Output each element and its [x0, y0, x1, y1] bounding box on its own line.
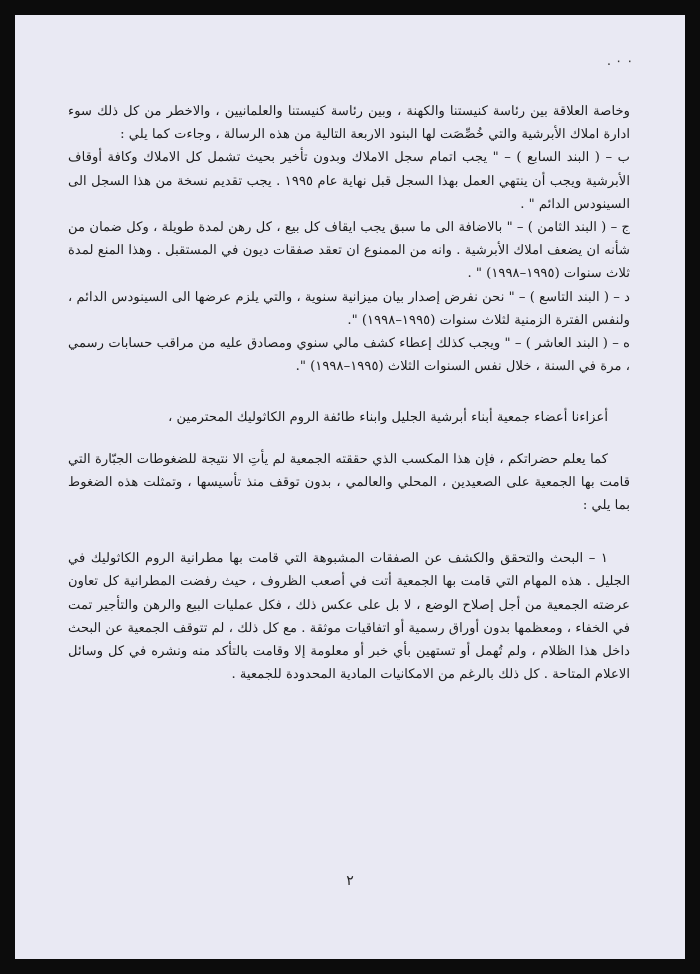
clause-ten: ه – ( البند العاشر ) – " ويجب كذلك إعطاء كشف مالي سنوي ومصادق عليه من مراقب حسابات رسمي ، مرة في السنة ، خلال نفس السنوات الثلاث (١٩٩٥–١٩٩٨) ".: [68, 336, 630, 375]
intro-paragraph: وخاصة العلاقة بين رئاسة كنيستنا والكهنة ، وبين رئاسة كنيستنا والعلمانيين ، والاخطر من كل ذلك سوء ادارة املاك الأبرشية والتي خُصِّصَت لها البنود الاربعة التالية من هذه الرسالة ، وجاءت كما يلي :: [68, 104, 630, 143]
salutation: أعزاءنا أعضاء جمعية أبناء أبرشية الجليل وابناء طائفة الروم الكاثوليك المحترمين ،: [168, 410, 608, 426]
page-number: ٢: [346, 873, 354, 889]
clause-seven: ب – ( البند السابع ) – " يجب اتمام سجل الاملاك وبدون تأخير بحيث تشمل كل الاملاك وكافة أوقاف الأبرشية ويجب أن ينتهي العمل بهذا السجل قبل نهاية عام ١٩٩٥ . يجب تقديم نسخة من هذا السجل الى السينودس الدائم " .: [68, 150, 630, 212]
document-page: [15, 15, 685, 959]
pressure-intro: كما يعلم حضراتكم ، فإن هذا المكسب الذي حققته الجمعية لم يأتِ الا نتيجة للضغوطات الجبّارة التي قامت بها الجمعية على الصعيدين ، المحلي والعالمي ، بدون توقف منذ تأسيسها ، وتمثلت هذه الضغوط بما يلي :: [68, 451, 630, 514]
clause-eight: ج – ( البند الثامن ) – " بالاضافة الى ما سبق يجب ايقاف كل بيع ، كل رهن لمدة طويلة ، وكل ضمان من شأنه ان يضعف املاك الأبرشية . وانه من الممنوع ان تعقد صفقات ديون في المستقبل . وهذا المنع لمدة ثلاث سنوات (١٩٩٥–١٩٩٨) " .: [68, 220, 630, 282]
letter-body: [68, 100, 630, 686]
spacer: [68, 430, 630, 448]
spacer: [68, 517, 630, 547]
corner-mark: . ٠ ٠: [606, 54, 634, 69]
point-one: ١ – البحث والتحقق والكشف عن الصفقات المشبوهة التي قامت بها مطرانية الروم الكاثوليك في الجليل . هذه المهام التي قامت بها الجمعية أتت في أصعب الظروف ، حيث رفضت المطرانية كل تعاون عرضته الجمعية من أجل إصلاح الوضع ، لا بل على عكس ذلك ، فكل عمليات البيع والرهن والتأجير تمت في الخفاء ، ومعظمها بدون أوراق رسمية أو اتفاقيات موثقة . مع كل ذلك ، لم تتوقف الجمعية عن البحث داخل هذا الظلام ، ولم تُهمل أو تستهين بأي خبر أو معلومة إلا وقامت بالتأكد منه ونشره في كل وسائل الاعلام المتاحة . كل ذلك بالرغم من الامكانيات المادية المحدودة للجمعية .: [68, 551, 630, 683]
clause-nine: د – ( البند التاسع ) – " نحن نفرض إصدار بيان ميزانية سنوية ، والتي يلزم عرضها الى السينودس الدائم ، ولنفس الفترة الزمنية لثلاث سنوات (١٩٩٥–١٩٩٨) ".: [68, 289, 630, 328]
spacer: [68, 378, 630, 406]
